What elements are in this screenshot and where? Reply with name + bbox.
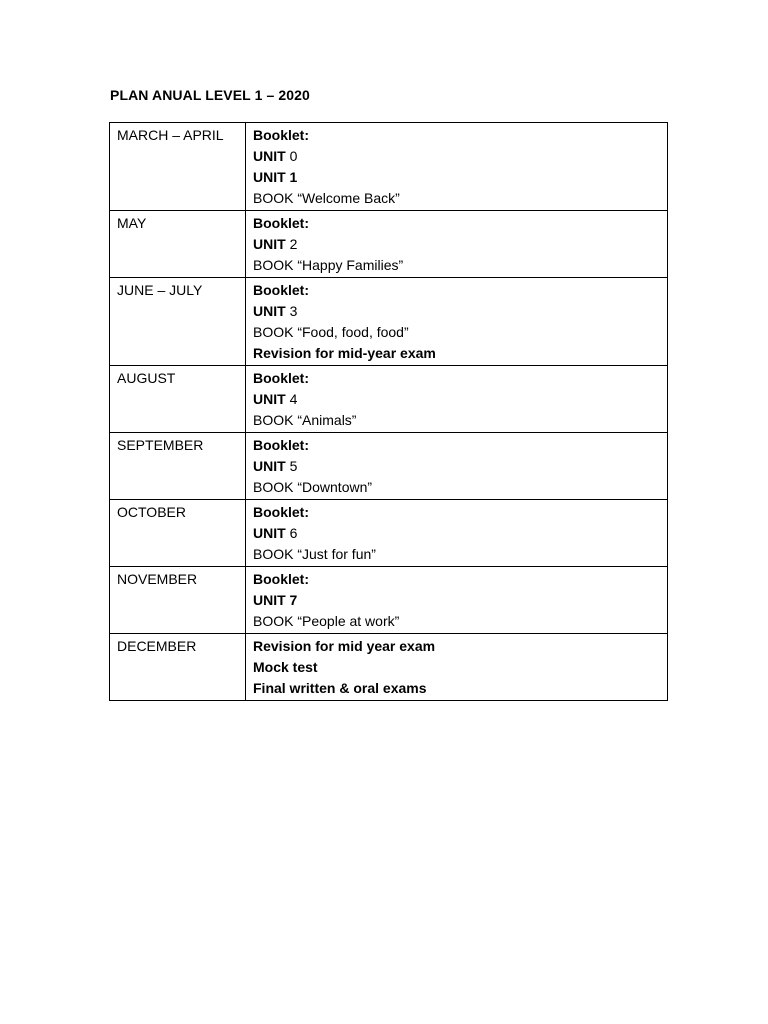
content-line (253, 322, 660, 343)
content-text: UNIT (253, 148, 290, 164)
content-text: Revision for mid-year exam (253, 345, 436, 361)
month-cell (110, 366, 246, 433)
content-line (253, 234, 660, 255)
content-line (253, 125, 660, 146)
content-text: Booklet: (253, 437, 309, 453)
content-text: 0 (289, 148, 298, 164)
content-line (253, 678, 660, 699)
content-line (253, 188, 660, 209)
content-text: UNIT (253, 303, 290, 319)
content-line (253, 523, 660, 544)
content-text: 4 (289, 391, 298, 407)
content-text: Booklet: (253, 370, 309, 386)
content-line (253, 636, 660, 657)
content-text: BOOK “Welcome Back” (253, 190, 400, 206)
content-text: UNIT 1 (253, 169, 298, 185)
plan-table-body (110, 123, 668, 701)
content-line (253, 569, 660, 590)
content-text: Final written & oral exams (253, 680, 427, 696)
table-row (110, 211, 668, 278)
content-cell (246, 567, 668, 634)
month-label: AUGUST (117, 370, 176, 386)
content-text: BOOK “Food, food, food” (253, 324, 409, 340)
content-text: 6 (289, 525, 298, 541)
content-text: 5 (289, 458, 298, 474)
table-row (110, 634, 668, 701)
plan-table (109, 122, 668, 701)
table-row (110, 366, 668, 433)
content-text: 3 (289, 303, 298, 319)
month-cell (110, 123, 246, 211)
content-line (253, 544, 660, 565)
content-cell (246, 123, 668, 211)
table-row (110, 433, 668, 500)
content-text: UNIT (253, 236, 290, 252)
month-cell (110, 278, 246, 366)
content-text: UNIT (253, 391, 290, 407)
content-line (253, 213, 660, 234)
page-title: PLAN ANUAL LEVEL 1 – 2020 (110, 87, 310, 103)
content-cell (246, 433, 668, 500)
table-row (110, 278, 668, 366)
content-text: Booklet: (253, 282, 309, 298)
month-cell (110, 211, 246, 278)
content-text: BOOK “Just for fun” (253, 546, 376, 562)
month-label: OCTOBER (117, 504, 186, 520)
content-line (253, 590, 660, 611)
content-line (253, 389, 660, 410)
content-line (253, 301, 660, 322)
content-line (253, 502, 660, 523)
table-row (110, 123, 668, 211)
content-line (253, 477, 660, 498)
content-cell (246, 634, 668, 701)
content-text: Booklet: (253, 504, 309, 520)
month-label: NOVEMBER (117, 571, 198, 587)
month-label: MARCH – APRIL (117, 127, 224, 143)
content-cell (246, 366, 668, 433)
content-line (253, 255, 660, 276)
content-line (253, 410, 660, 431)
content-cell (246, 500, 668, 567)
content-line (253, 611, 660, 632)
table-row (110, 500, 668, 567)
content-text: Revision for mid year exam (253, 638, 436, 654)
content-text: 2 (289, 236, 298, 252)
content-text: BOOK “Happy Families” (253, 257, 404, 273)
content-line (253, 435, 660, 456)
table-row (110, 567, 668, 634)
month-label: DECEMBER (117, 638, 197, 654)
content-text: BOOK “Downtown” (253, 479, 373, 495)
month-cell (110, 500, 246, 567)
content-line (253, 280, 660, 301)
content-line (253, 146, 660, 167)
content-line (253, 456, 660, 477)
month-label: SEPTEMBER (117, 437, 204, 453)
content-line (253, 657, 660, 678)
month-label: JUNE – JULY (117, 282, 203, 298)
content-line (253, 368, 660, 389)
content-text: BOOK “People at work” (253, 613, 400, 629)
month-label: MAY (117, 215, 147, 231)
content-text: Booklet: (253, 571, 309, 587)
content-cell (246, 278, 668, 366)
content-text: Mock test (253, 659, 318, 675)
content-text: UNIT 7 (253, 592, 298, 608)
content-text: UNIT (253, 458, 290, 474)
month-cell (110, 634, 246, 701)
content-line (253, 167, 660, 188)
content-text: BOOK “Animals” (253, 412, 357, 428)
month-cell (110, 433, 246, 500)
content-text: Booklet: (253, 127, 309, 143)
month-cell (110, 567, 246, 634)
content-cell (246, 211, 668, 278)
content-line (253, 343, 660, 364)
content-text: UNIT (253, 525, 290, 541)
content-text: Booklet: (253, 215, 309, 231)
